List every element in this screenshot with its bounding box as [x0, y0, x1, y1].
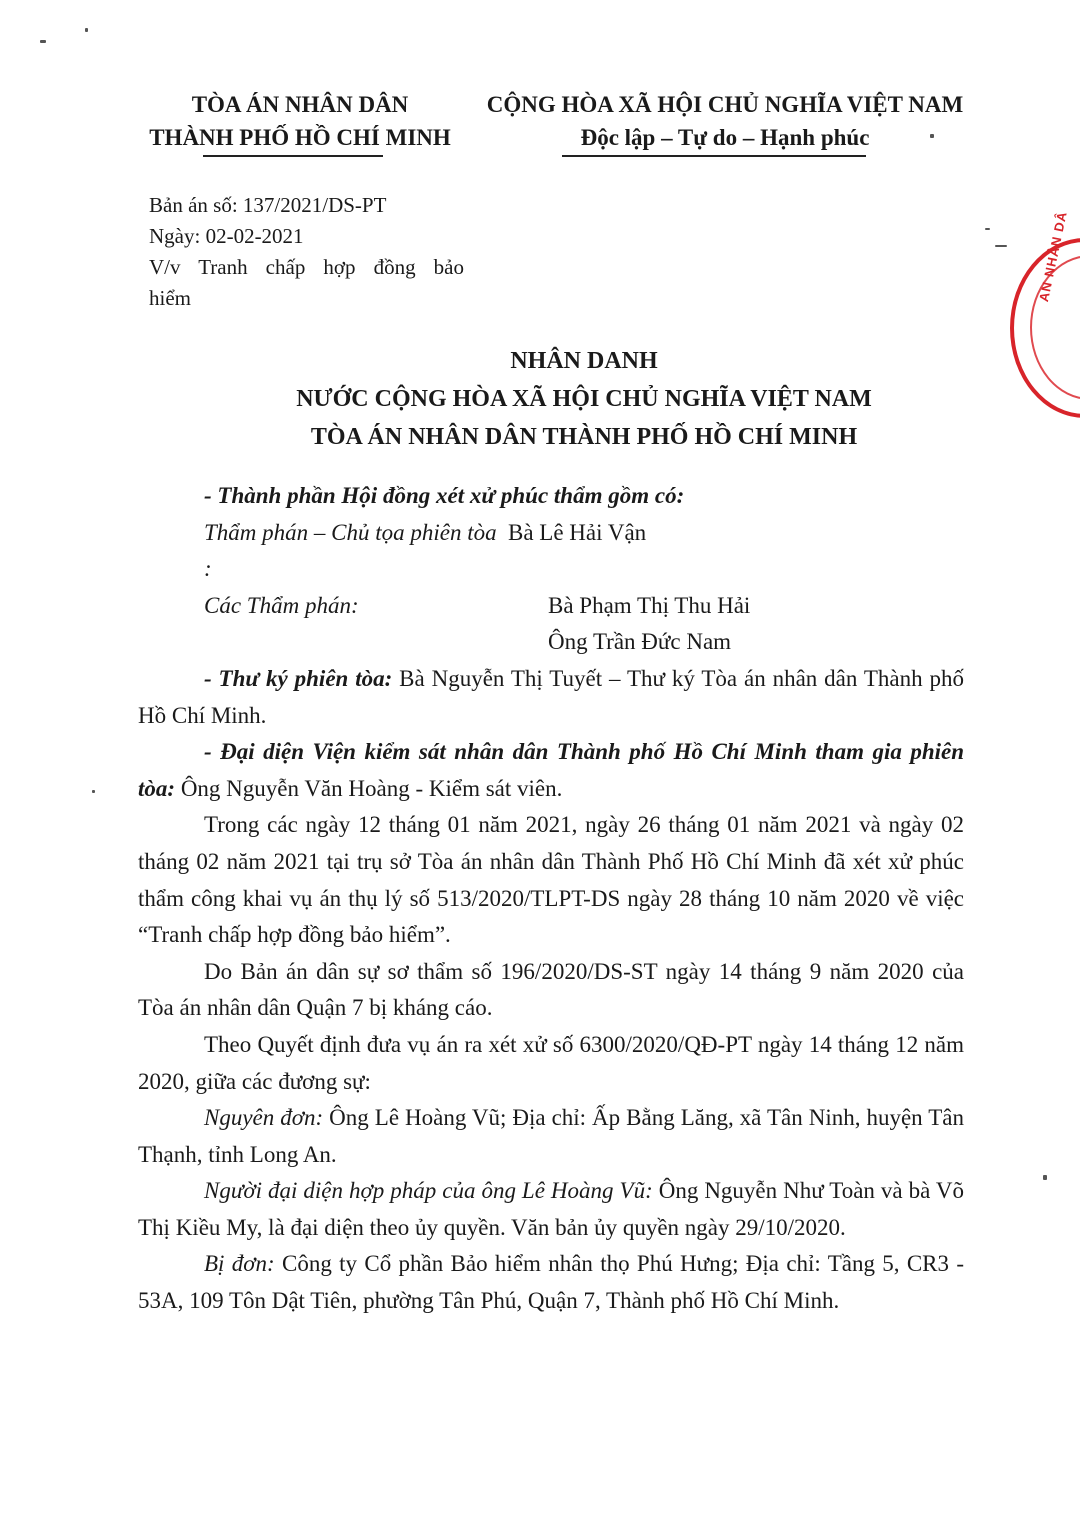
defendant-paragraph [138, 1246, 964, 1319]
procuracy-value: Ông Nguyễn Văn Hoàng - Kiểm sát viên. [175, 775, 563, 801]
case-subject-line1: V/v Tranh chấp hợp đồng bảo [149, 255, 464, 279]
case-date: Ngày: 02-02-2021 [149, 224, 304, 248]
national-header [465, 88, 985, 154]
court-name-line1: TÒA ÁN NHÂN DÂN [191, 92, 409, 117]
court-name-line2: THÀNH PHỐ HỒ CHÍ MINH [149, 125, 451, 150]
title-line3: TÒA ÁN NHÂN DÂN THÀNH PHỐ HỒ CHÍ MINH [310, 424, 858, 450]
court-seal-text: AN NHÂN DÂ [1036, 209, 1070, 304]
plaintiff-label: Nguyên đơn: [204, 1105, 324, 1131]
national-title: CỘNG HÒA XÃ HỘI CHỦ NGHĨA VIỆT NAM [486, 92, 964, 117]
scan-speck [995, 245, 1007, 247]
procuracy-label: - Đại diện Viện kiểm sát nhân dân Thành phố Hồ Chí Minh tham gia phiên tòa: [138, 739, 964, 801]
header-underline-left [203, 155, 383, 157]
scan-speck [985, 228, 990, 230]
scan-speck [92, 790, 95, 793]
judges-label: Các Thẩm phán: [204, 592, 359, 618]
national-motto: Độc lập – Tự do – Hạnh phúc [580, 125, 870, 150]
plaintiff-value: Ông Lê Hoàng Vũ; Địa chỉ: Ấp Bằng Lăng, xã Tân Ninh, huyện Tân Thạnh, tỉnh Long An. [138, 1105, 964, 1167]
judge-2: Ông Trần Đức Nam [548, 629, 732, 655]
judgment-body [138, 478, 964, 1320]
scan-speck [85, 28, 88, 32]
defendant-value: Công ty Cổ phần Bảo hiểm nhân thọ Phú Hưng; Địa chỉ: Tầng 5, CR3 - 53A, 109 Tôn Dật Tiên, phường Tân Phú, Quận 7, Thành phố Hồ Chí Minh. [138, 1251, 964, 1314]
decision-paragraph: Theo Quyết định đưa vụ án ra xét xử số 6300/2020/QĐ-PT ngày 14 tháng 12 năm 2020, giữa các đương sự: [138, 1031, 964, 1094]
scan-speck [1043, 1175, 1047, 1180]
presiding-judge-value: Bà Lê Hải Vận [508, 519, 647, 545]
court-header [130, 88, 470, 154]
presiding-judge-row [138, 515, 964, 588]
case-subject-line2: hiểm [149, 286, 191, 310]
clerk-label: - Thư ký phiên tòa: [204, 665, 393, 691]
procuracy-paragraph [138, 734, 964, 807]
header-underline-right [562, 155, 866, 157]
presiding-judge-label: Thẩm phán – Chủ tọa phiên tòa : [204, 519, 497, 582]
appeal-paragraph: Do Bản án dân sự sơ thẩm số 196/2020/DS-ST ngày 14 tháng 9 năm 2020 của Tòa án nhân dân Quận 7 bị kháng cáo. [138, 958, 964, 1021]
plaintiff-paragraph [138, 1100, 964, 1173]
case-meta [149, 190, 464, 314]
representative-label: Người đại diện hợp pháp của ông Lê Hoàng Vũ: [204, 1178, 653, 1204]
judges-row-2 [138, 624, 964, 661]
defendant-label: Bị đơn: [204, 1251, 275, 1277]
judges-row [138, 588, 964, 625]
scan-speck [40, 40, 46, 43]
title-line2: NƯỚC CỘNG HÒA XÃ HỘI CHỦ NGHĨA VIỆT NAM [296, 386, 872, 412]
representative-paragraph [138, 1173, 964, 1246]
clerk-paragraph [138, 661, 964, 734]
trial-paragraph: Trong các ngày 12 tháng 01 năm 2021, ngày 26 tháng 01 năm 2021 và ngày 02 tháng 02 năm 2021 tại trụ sở Tòa án nhân dân Thành Phố Hồ Chí Minh đã xét xử phúc thẩm công khai vụ án thụ lý số 513/2020/TLPT-DS ngày 28 tháng 10 năm 2020 về việc “Tranh chấp hợp đồng bảo hiểm”. [138, 812, 964, 948]
panel-heading: - Thành phần Hội đồng xét xử phúc thẩm gồm có: [204, 483, 685, 508]
representative-value: Ông Nguyễn Như Toàn và bà Võ Thị Kiều My, là đại diện theo ủy quyền. Văn bản ủy quyền ngày 29/10/2020. [138, 1178, 964, 1240]
case-number: Bản án số: 137/2021/DS-PT [149, 193, 387, 217]
judge-1: Bà Phạm Thị Thu Hải [548, 592, 751, 618]
judgment-title [140, 342, 1028, 456]
title-line1: NHÂN DANH [510, 348, 658, 374]
clerk-value: Bà Nguyễn Thị Tuyết – Thư ký Tòa án nhân dân Thành phố Hồ Chí Minh. [138, 665, 964, 728]
judges-label-spacer [138, 624, 548, 661]
